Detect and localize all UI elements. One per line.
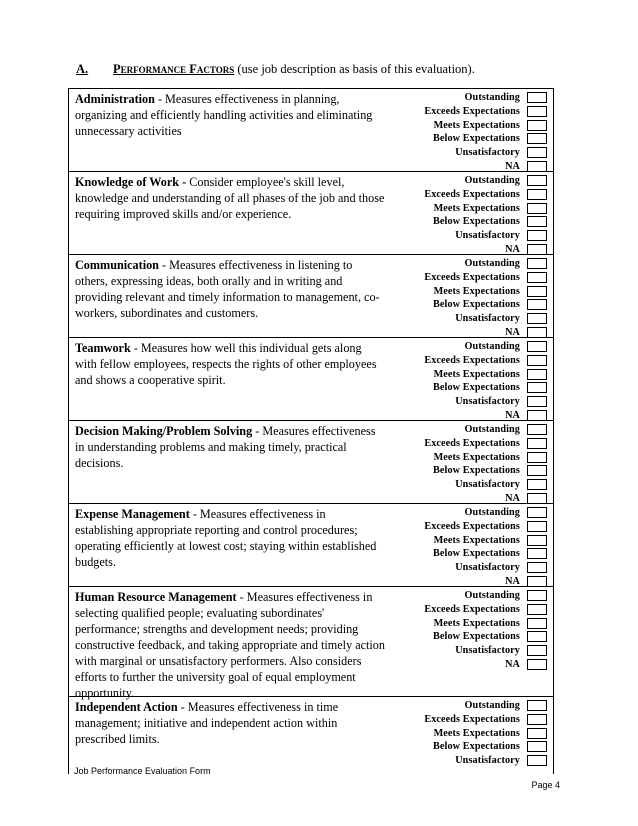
rating-label: Below Expectations — [433, 741, 520, 753]
rating-option — [384, 381, 554, 395]
rating-label: Exceeds Expectations — [424, 603, 520, 615]
rating-option — [384, 478, 554, 492]
rating-checkbox[interactable] — [527, 175, 547, 186]
section-heading — [76, 62, 475, 77]
factor-description — [75, 174, 385, 222]
rating-option — [384, 644, 554, 658]
rating-option — [384, 298, 554, 312]
section-title: Performance Factors — [113, 62, 235, 76]
rating-label: Exceeds Expectations — [424, 713, 520, 725]
rating-label: Below Expectations — [433, 382, 520, 394]
rating-option — [384, 215, 554, 229]
rating-option — [384, 91, 554, 105]
rating-option — [384, 146, 554, 160]
rating-checkbox[interactable] — [527, 133, 547, 144]
rating-label: Outstanding — [464, 507, 520, 518]
factor-text: Consider employee's skill level, knowledge and understanding of all phases of the job and those requiring improved skills and/or experience. — [75, 175, 385, 221]
rating-option — [384, 188, 554, 202]
section-note: (use job description as basis of this evaluation). — [234, 62, 475, 76]
rating-option — [384, 464, 554, 478]
rating-options — [384, 589, 554, 672]
rating-label: Meets Expectations — [433, 202, 520, 214]
factor-description — [75, 257, 385, 321]
rating-checkbox[interactable] — [527, 382, 547, 393]
rating-option — [384, 727, 554, 741]
rating-checkbox[interactable] — [527, 147, 547, 158]
rating-checkbox[interactable] — [527, 507, 547, 518]
rating-option — [384, 119, 554, 133]
rating-option — [384, 699, 554, 713]
rating-option — [384, 312, 554, 326]
rating-checkbox[interactable] — [527, 618, 547, 629]
rating-label: Below Expectations — [433, 548, 520, 560]
rating-label: Exceeds Expectations — [424, 437, 520, 449]
rating-checkbox[interactable] — [527, 659, 547, 670]
factor-description — [75, 340, 385, 388]
rating-option — [384, 202, 554, 216]
rating-option — [384, 368, 554, 382]
rating-checkbox[interactable] — [527, 604, 547, 615]
rating-option — [384, 229, 554, 243]
section-letter: A. — [76, 62, 89, 76]
rating-checkbox[interactable] — [527, 258, 547, 269]
factor-row — [68, 88, 554, 171]
rating-label: Unsatisfactory — [455, 147, 520, 159]
factor-description — [75, 506, 385, 570]
rating-checkbox[interactable] — [527, 341, 547, 352]
rating-option — [384, 589, 554, 603]
rating-label: NA — [505, 326, 520, 338]
rating-option — [384, 561, 554, 575]
factor-title: Expense Management — [75, 507, 190, 521]
rating-label: NA — [505, 160, 520, 172]
rating-label: Unsatisfactory — [455, 562, 520, 574]
rating-label: Exceeds Expectations — [424, 520, 520, 532]
rating-options — [384, 506, 554, 589]
factor-title: Communication — [75, 258, 159, 272]
rating-options — [384, 91, 554, 174]
rating-label: Outstanding — [464, 424, 520, 435]
rating-option — [384, 174, 554, 188]
rating-checkbox[interactable] — [527, 230, 547, 241]
rating-options — [384, 174, 554, 257]
rating-option — [384, 271, 554, 285]
rating-checkbox[interactable] — [527, 216, 547, 227]
rating-label: NA — [505, 409, 520, 421]
rating-label: Outstanding — [464, 175, 520, 186]
rating-option — [384, 506, 554, 520]
rating-label: Outstanding — [464, 700, 520, 711]
factor-description — [75, 423, 385, 471]
rating-checkbox[interactable] — [527, 741, 547, 752]
rating-label: Below Expectations — [433, 133, 520, 145]
rating-checkbox[interactable] — [527, 424, 547, 435]
factor-row — [68, 503, 554, 586]
rating-label: Exceeds Expectations — [424, 188, 520, 200]
rating-options — [384, 340, 554, 423]
rating-checkbox[interactable] — [527, 590, 547, 601]
rating-option — [384, 754, 554, 768]
rating-label: Below Expectations — [433, 216, 520, 228]
rating-label: Meets Expectations — [433, 727, 520, 739]
rating-option — [384, 437, 554, 451]
rating-checkbox[interactable] — [527, 272, 547, 283]
rating-checkbox[interactable] — [527, 645, 547, 656]
rating-label: Meets Expectations — [433, 534, 520, 546]
factor-title: Knowledge of Work - — [75, 175, 187, 189]
rating-checkbox[interactable] — [527, 479, 547, 490]
rating-option — [384, 257, 554, 271]
rating-label: Unsatisfactory — [455, 313, 520, 325]
rating-checkbox[interactable] — [527, 438, 547, 449]
rating-label: Below Expectations — [433, 465, 520, 477]
factor-row — [68, 171, 554, 254]
rating-label: Outstanding — [464, 341, 520, 352]
rating-checkbox[interactable] — [527, 355, 547, 366]
rating-checkbox[interactable] — [527, 700, 547, 711]
rating-checkbox[interactable] — [527, 120, 547, 131]
rating-option — [384, 740, 554, 754]
rating-checkbox[interactable] — [527, 313, 547, 324]
rating-label: Outstanding — [464, 258, 520, 269]
rating-label: Meets Expectations — [433, 285, 520, 297]
factor-title: Teamwork — [75, 341, 131, 355]
rating-label: Unsatisfactory — [455, 645, 520, 657]
rating-option — [384, 534, 554, 548]
rating-checkbox[interactable] — [527, 369, 547, 380]
rating-options — [384, 257, 554, 340]
factor-description — [75, 699, 385, 747]
rating-option — [384, 451, 554, 465]
factor-title: Human Resource Management — [75, 590, 237, 604]
factor-description — [75, 589, 385, 701]
rating-checkbox[interactable] — [527, 714, 547, 725]
rating-options — [384, 699, 554, 768]
rating-label: Exceeds Expectations — [424, 271, 520, 283]
factor-text: - Measures effectiveness in selecting qualified people; evaluating subordinates' performance; strengths and development needs; providing constructive feedback, and taking appropriate and timely action with marginal or unsatisfactory performers. Also considers efforts to further the university goal of equal employment opportunity. — [75, 590, 385, 700]
rating-label: Meets Expectations — [433, 617, 520, 629]
rating-checkbox[interactable] — [527, 465, 547, 476]
rating-label: Unsatisfactory — [455, 479, 520, 491]
rating-label: Unsatisfactory — [455, 396, 520, 408]
rating-label: NA — [505, 492, 520, 504]
factor-row — [68, 420, 554, 503]
rating-checkbox[interactable] — [527, 203, 547, 214]
rating-label: Outstanding — [464, 590, 520, 601]
rating-option — [384, 603, 554, 617]
rating-option — [384, 547, 554, 561]
factor-row — [68, 696, 554, 774]
rating-checkbox[interactable] — [527, 728, 547, 739]
rating-checkbox[interactable] — [527, 631, 547, 642]
rating-checkbox[interactable] — [527, 396, 547, 407]
rating-option — [384, 340, 554, 354]
page-number: Page 4 — [531, 780, 560, 790]
factor-row — [68, 586, 554, 700]
factor-title: Decision Making/Problem Solving — [75, 424, 253, 438]
factor-text: - Measures effectiveness in time management; initiative and independent action within prescribed limits. — [75, 700, 339, 746]
factor-description — [75, 91, 385, 139]
factor-row — [68, 254, 554, 337]
rating-label: Unsatisfactory — [455, 755, 520, 767]
rating-option — [384, 132, 554, 146]
rating-checkbox[interactable] — [527, 106, 547, 117]
rating-checkbox[interactable] — [527, 548, 547, 559]
rating-checkbox[interactable] — [527, 286, 547, 297]
rating-label: Exceeds Expectations — [424, 354, 520, 366]
rating-option — [384, 617, 554, 631]
rating-label: Meets Expectations — [433, 368, 520, 380]
rating-label: Exceeds Expectations — [424, 105, 520, 117]
factor-text: - Measures how well this individual gets along with fellow employees, respects the rights of other employees and shows a cooperative spirit. — [75, 341, 377, 387]
rating-option — [384, 520, 554, 534]
rating-label: NA — [505, 243, 520, 255]
factor-text: - Measures effectiveness in establishing appropriate reporting and control procedures; operating efficiently at lowest cost; staying within established budgets. — [75, 507, 377, 569]
rating-label: Unsatisfactory — [455, 230, 520, 242]
rating-label: Meets Expectations — [433, 451, 520, 463]
factor-title: Administration — [75, 92, 155, 106]
rating-checkbox[interactable] — [527, 535, 547, 546]
factor-text: - Measures effectiveness in understanding problems and making timely, practical decisions. — [75, 424, 376, 470]
rating-option — [384, 395, 554, 409]
rating-label: Outstanding — [464, 92, 520, 103]
factor-row — [68, 337, 554, 420]
rating-option — [384, 354, 554, 368]
factor-text: - Measures effectiveness in planning, organizing and efficiently handling activities and eliminating unnecessary activities — [75, 92, 373, 138]
rating-checkbox[interactable] — [527, 452, 547, 463]
rating-checkbox[interactable] — [527, 755, 547, 766]
rating-label: NA — [505, 658, 520, 670]
rating-label: NA — [505, 575, 520, 587]
footer-form-name: Job Performance Evaluation Form — [74, 766, 211, 776]
rating-option — [384, 658, 554, 672]
rating-checkbox[interactable] — [527, 189, 547, 200]
rating-checkbox[interactable] — [527, 299, 547, 310]
rating-label: Below Expectations — [433, 631, 520, 643]
rating-option — [384, 630, 554, 644]
rating-checkbox[interactable] — [527, 521, 547, 532]
rating-option — [384, 285, 554, 299]
rating-label: Below Expectations — [433, 299, 520, 311]
rating-options — [384, 423, 554, 506]
rating-option — [384, 713, 554, 727]
rating-label: Meets Expectations — [433, 119, 520, 131]
rating-option — [384, 105, 554, 119]
rating-checkbox[interactable] — [527, 92, 547, 103]
performance-factors-table — [68, 88, 554, 774]
rating-option — [384, 423, 554, 437]
factor-title: Independent Action — [75, 700, 178, 714]
factor-text: - Measures effectiveness in listening to others, expressing ideas, both orally and in writing and providing relevant and timely information to management, co-workers, subordinates and customers. — [75, 258, 380, 320]
rating-checkbox[interactable] — [527, 562, 547, 573]
